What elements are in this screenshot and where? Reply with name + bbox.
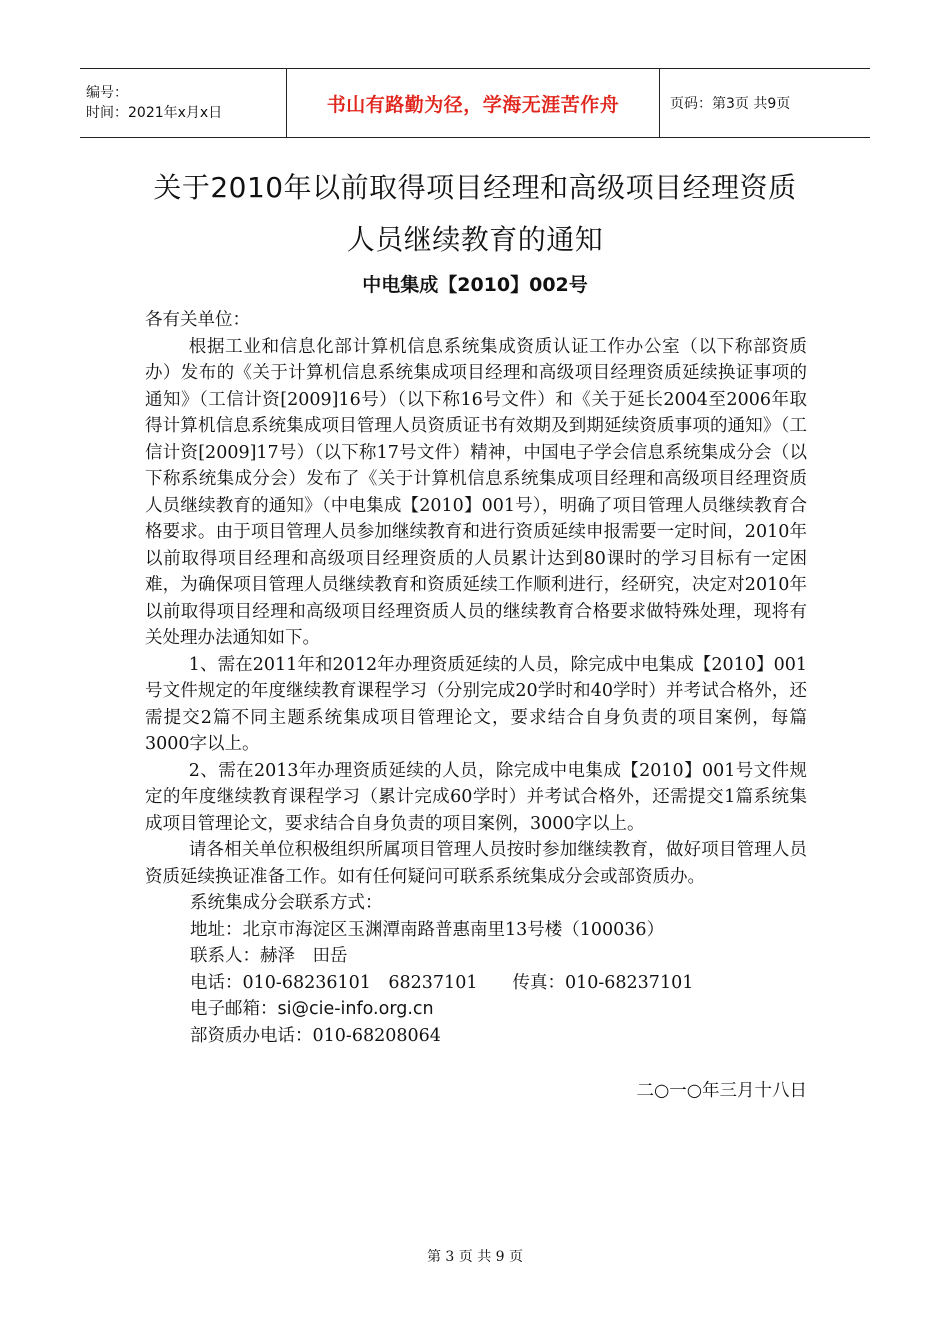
contact-office-phone: 部资质办电话：010-68208064	[190, 1025, 441, 1046]
document-title-line1: 关于2010年以前取得项目经理和高级项目经理资质	[153, 171, 797, 204]
header-motto: 书山有路勤为径，学海无涯苦作舟	[326, 93, 620, 116]
number-label: 编号：	[86, 85, 128, 101]
contact-persons: 联系人：赫泽 田岳	[190, 946, 348, 966]
page-label: 页码：第3页 共9页	[670, 96, 791, 112]
email-address[interactable]: si@cie-info.org.cn	[277, 999, 434, 1019]
paragraph-item2: 2、需在2013年办理资质延续的人员，除完成中电集成【2010】001号文件规定的年度继续教育课程学习（累计完成60学时）并考试合格外，还需提交1篇系统集成项目管理论文，要求结合自身负责的项目案例，3000字以上。	[145, 760, 807, 834]
document-number: 中电集成【2010】002号	[362, 274, 588, 296]
paragraph-item1: 1、需在2011年和2012年办理资质延续的人员，除完成中电集成【2010】001号文件规定的年度继续教育课程学习（分别完成20学时和40学时）并考试合格外，还需提交2篇不同主题系统集成项目管理论文，要求结合自身负责的项目案例，每篇3000字以上。	[145, 654, 807, 754]
page-footer: 第 3 页 共 9 页	[426, 1249, 524, 1265]
contact-heading: 系统集成分会联系方式：	[190, 893, 383, 913]
email-label: 电子邮箱：	[190, 999, 278, 1019]
paragraph-intro: 根据工业和信息化部计算机信息系统集成资质认证工作办公室（以下称部资质办）发布的《关于计算机信息系统集成项目经理和高级项目经理资质延续换证事项的通知》（工信计资[2009]16号）（以下称16号文件）和《关于延长2004至2006年取得计算机信息系统集成项目管理人员资质证书有效期及到期延续资质事项的通知》（工信计资[2009]17号）（以下称17号文件）精神，中国电子学会信息系统集成分会（以下称系统集成分会）发布了《关于计算机信息系统集成项目经理和高级项目经理资质人员继续教育的通知》（中电集成【2010】001号），明确了项目管理人员继续教育合格要求。由于项目管理人员参加继续教育和进行资质延续申报需要一定时间，2010年以前取得项目经理和高级项目经理资质的人员累计达到80课时的学习目标有一定困难，为确保项目管理人员继续教育和资质延续工作顺利进行，经研究，决定对2010年以前取得项目经理和高级项目经理资质人员的继续教育合格要求做特殊处理，现将有关处理办法通知如下。	[145, 336, 807, 648]
time-label: 时间：2021年x月x日	[86, 105, 223, 121]
header-motto-cell	[286, 69, 660, 137]
contact-address: 地址：北京市海淀区玉渊潭南路普惠南里13号楼（100036）	[190, 919, 665, 940]
header-meta	[80, 69, 286, 137]
page-header	[80, 68, 870, 138]
paragraph-closing: 请各相关单位积极组织所属项目管理人员按时参加继续教育，做好项目管理人员资质延续换证准备工作。如有任何疑问可联系系统集成分会或部资质办。	[145, 840, 807, 887]
salutation: 各有关单位：	[145, 310, 250, 330]
document-body	[145, 307, 807, 1049]
document-title-line2: 人员继续教育的通知	[346, 223, 604, 256]
issue-date: 二○一○年三月十八日	[636, 1081, 807, 1101]
contact-email-line	[145, 996, 807, 1023]
header-page-cell	[660, 69, 870, 137]
contact-phone: 电话：010-68236101 68237101 传真：010-68237101	[190, 972, 694, 993]
